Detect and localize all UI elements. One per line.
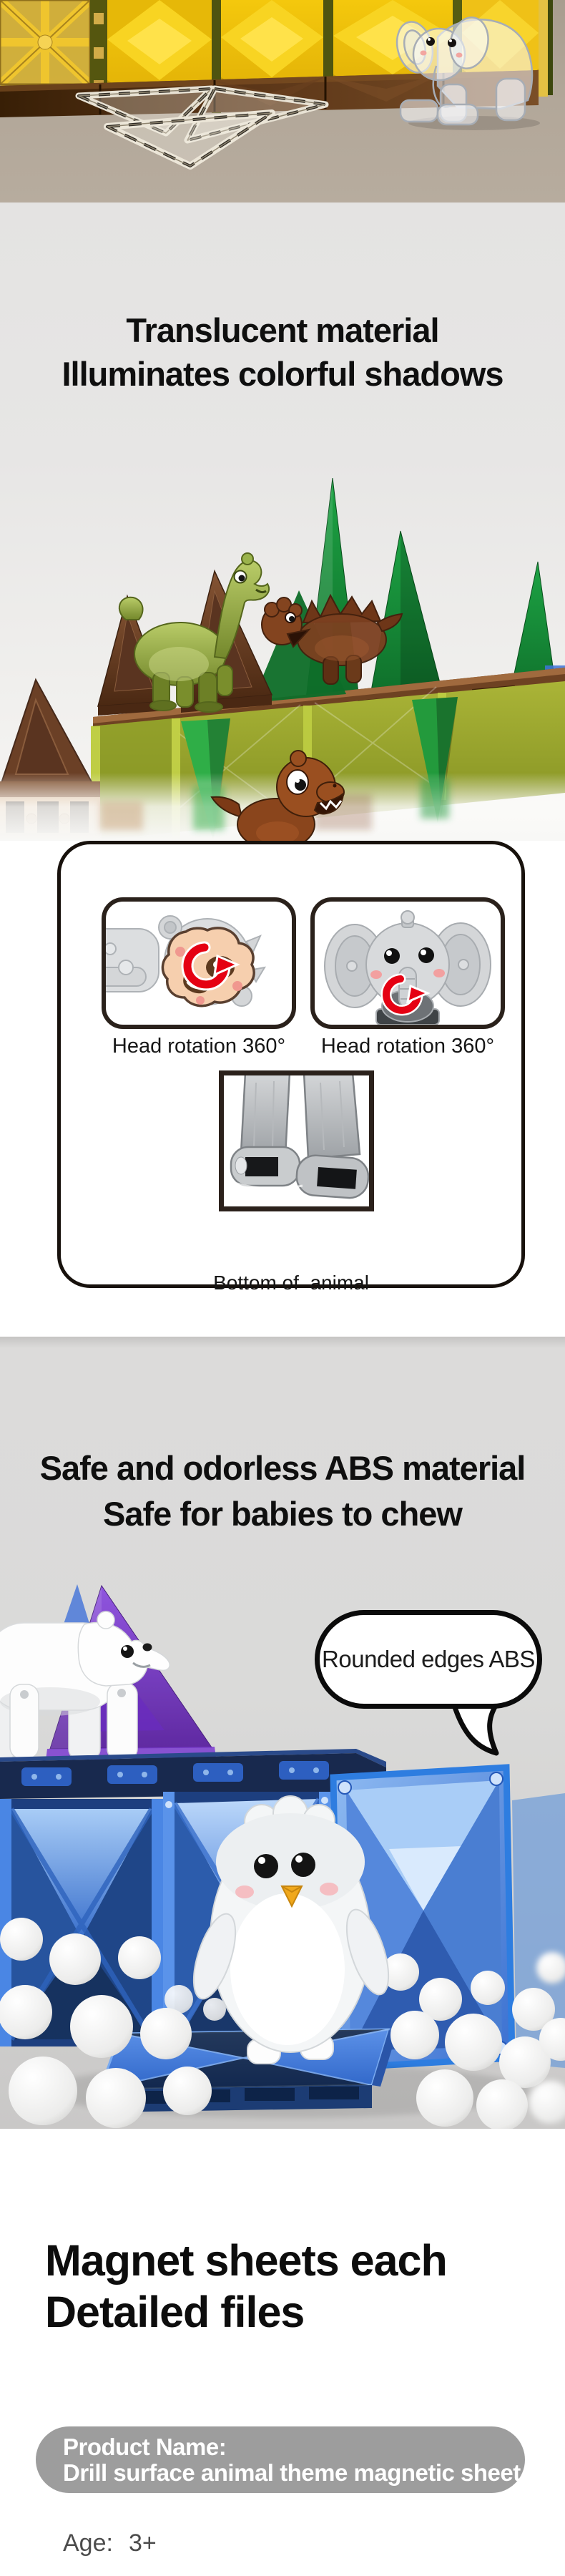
section-translucent [0, 203, 565, 841]
card-caption: Head rotation 360° [320, 1035, 495, 1058]
section-heading [0, 203, 565, 396]
product-name-value: Drill surface animal theme magnetic sheet [63, 2459, 521, 2486]
section-details [0, 2129, 565, 2576]
age-row [63, 2529, 157, 2557]
monkey-head-drawing [106, 902, 292, 1025]
heading-line: Illuminates colorful shadows [62, 355, 503, 393]
heading-line: Safe and odorless ABS material [39, 1449, 526, 1487]
animal-feet-drawing [224, 1075, 369, 1206]
elephant-rotation-card [310, 897, 505, 1029]
speech-bubble-label: Rounded edges ABS [322, 1646, 535, 1672]
monkey-rotation-card [102, 897, 296, 1029]
section-heading [0, 1337, 565, 1537]
dinosaur-tiles-illustration [0, 451, 565, 841]
card-caption: Head rotation 360° [112, 1035, 286, 1058]
age-value: 3+ [128, 2529, 157, 2557]
section-abs [0, 1337, 565, 2129]
hero-photo [0, 0, 565, 203]
feet-caption-line: Bottom of animal [213, 1272, 369, 1294]
section-rotation-features [0, 841, 565, 1337]
animal-feet-photo [219, 1070, 374, 1211]
elephant-head-drawing [315, 902, 501, 1025]
product-name-pill [36, 2426, 525, 2493]
age-label: Age: [63, 2529, 113, 2557]
speech-bubble [315, 1610, 542, 1709]
heading-line: Magnet sheets each [45, 2236, 447, 2285]
section-heading [45, 2235, 447, 2338]
heading-line: Safe for babies to chew [103, 1495, 462, 1533]
hero-photo-illustration [0, 0, 565, 203]
yellow-tile-x-brace [0, 0, 90, 84]
feature-box [57, 841, 525, 1294]
heading-line: Detailed files [45, 2288, 305, 2336]
product-name-label: Product Name: [63, 2434, 227, 2460]
heading-line: Translucent material [126, 311, 439, 349]
